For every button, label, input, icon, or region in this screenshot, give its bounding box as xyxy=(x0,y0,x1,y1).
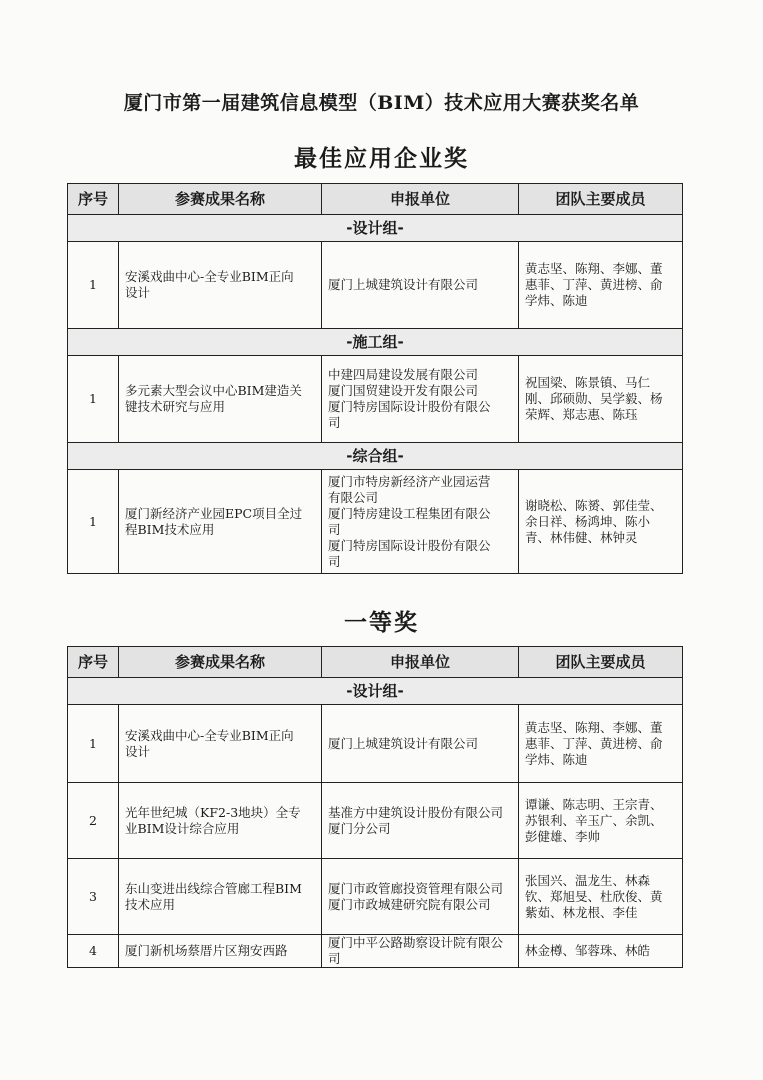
table-row xyxy=(68,705,683,783)
group-label: -综合组- xyxy=(68,443,683,470)
group-row-comprehensive xyxy=(68,443,683,470)
group-row-design xyxy=(68,215,683,242)
row-num: 1 xyxy=(68,470,119,574)
group-row-design xyxy=(68,678,683,705)
header-team-members: 团队主要成员 xyxy=(519,647,683,678)
row-applicant-unit: 厦门中平公路勘察设计院有限公 司 xyxy=(322,935,519,968)
row-project-name: 厦门新经济产业园EPC项目全过 程BIM技术应用 xyxy=(119,470,322,574)
row-project-name: 光年世纪城（KF2-3地块）全专 业BIM设计综合应用 xyxy=(119,783,322,859)
table-row xyxy=(68,242,683,329)
row-applicant-unit: 厦门上城建筑设计有限公司 xyxy=(322,242,519,329)
row-team-members: 张国兴、温龙生、林森 钦、郑旭旻、杜欣俊、黄 紫茹、林龙根、李佳 xyxy=(519,859,683,935)
row-team-members: 祝国梁、陈景镇、马仁 刚、邱硕勋、吴学毅、杨 荣辉、郑志惠、陈珏 xyxy=(519,356,683,443)
row-applicant-unit: 基准方中建筑设计股份有限公司 厦门分公司 xyxy=(322,783,519,859)
row-applicant-unit: 厦门市政管廊投资管理有限公司 厦门市政城建研究院有限公司 xyxy=(322,859,519,935)
table-row xyxy=(68,783,683,859)
row-project-name: 多元素大型会议中心BIM建造关 键技术研究与应用 xyxy=(119,356,322,443)
header-applicant-unit: 申报单位 xyxy=(322,184,519,215)
row-project-name: 东山变进出线综合管廊工程BIM 技术应用 xyxy=(119,859,322,935)
table-row xyxy=(68,935,683,968)
row-applicant-unit: 厦门上城建筑设计有限公司 xyxy=(322,705,519,783)
section-title-best-enterprise: 最佳应用企业奖 xyxy=(294,145,469,172)
header-project-name: 参赛成果名称 xyxy=(119,184,322,215)
header-num: 序号 xyxy=(68,184,119,215)
row-team-members: 黄志坚、陈翔、李娜、董 惠菲、丁萍、黄进榜、俞 学炜、陈迪 xyxy=(519,705,683,783)
header-team-members: 团队主要成员 xyxy=(519,184,683,215)
award-table-best-enterprise xyxy=(67,183,683,574)
table-header-row xyxy=(68,647,683,678)
group-row-construction xyxy=(68,329,683,356)
row-project-name: 安溪戏曲中心-全专业BIM正向 设计 xyxy=(119,242,322,329)
row-num: 4 xyxy=(68,935,119,968)
header-applicant-unit: 申报单位 xyxy=(322,647,519,678)
table-header-row xyxy=(68,184,683,215)
table-row xyxy=(68,356,683,443)
row-team-members: 谭谦、陈志明、王宗青、 苏银利、辛玉广、余凯、 彭健雄、李帅 xyxy=(519,783,683,859)
row-project-name: 安溪戏曲中心-全专业BIM正向 设计 xyxy=(119,705,322,783)
row-project-name: 厦门新机场蔡厝片区翔安西路 xyxy=(119,935,322,968)
table-row xyxy=(68,859,683,935)
row-team-members: 黄志坚、陈翔、李娜、董 惠菲、丁萍、黄进榜、俞 学炜、陈迪 xyxy=(519,242,683,329)
document-title: 厦门市第一届建筑信息模型（BIM）技术应用大赛获奖名单 xyxy=(123,92,640,114)
row-num: 1 xyxy=(68,356,119,443)
row-num: 1 xyxy=(68,705,119,783)
header-num: 序号 xyxy=(68,647,119,678)
table-row xyxy=(68,470,683,574)
row-applicant-unit: 厦门市特房新经济产业园运营 有限公司 厦门特房建设工程集团有限公 司 厦门特房国际设计股份有限公 司 xyxy=(322,470,519,574)
group-label: -设计组- xyxy=(68,678,683,705)
row-num: 1 xyxy=(68,242,119,329)
row-num: 2 xyxy=(68,783,119,859)
row-team-members: 谢晓松、陈赟、郭佳莹、 余日祥、杨鸿坤、陈小 青、林伟健、林钟灵 xyxy=(519,470,683,574)
row-num: 3 xyxy=(68,859,119,935)
header-project-name: 参赛成果名称 xyxy=(119,647,322,678)
award-table-first-prize xyxy=(67,646,683,968)
row-team-members: 林金樽、邹蓉珠、林皓 xyxy=(519,935,683,968)
section-title-first-prize: 一等奖 xyxy=(344,609,419,636)
row-applicant-unit: 中建四局建设发展有限公司 厦门国贸建设开发有限公司 厦门特房国际设计股份有限公 司 xyxy=(322,356,519,443)
group-label: -施工组- xyxy=(68,329,683,356)
group-label: -设计组- xyxy=(68,215,683,242)
